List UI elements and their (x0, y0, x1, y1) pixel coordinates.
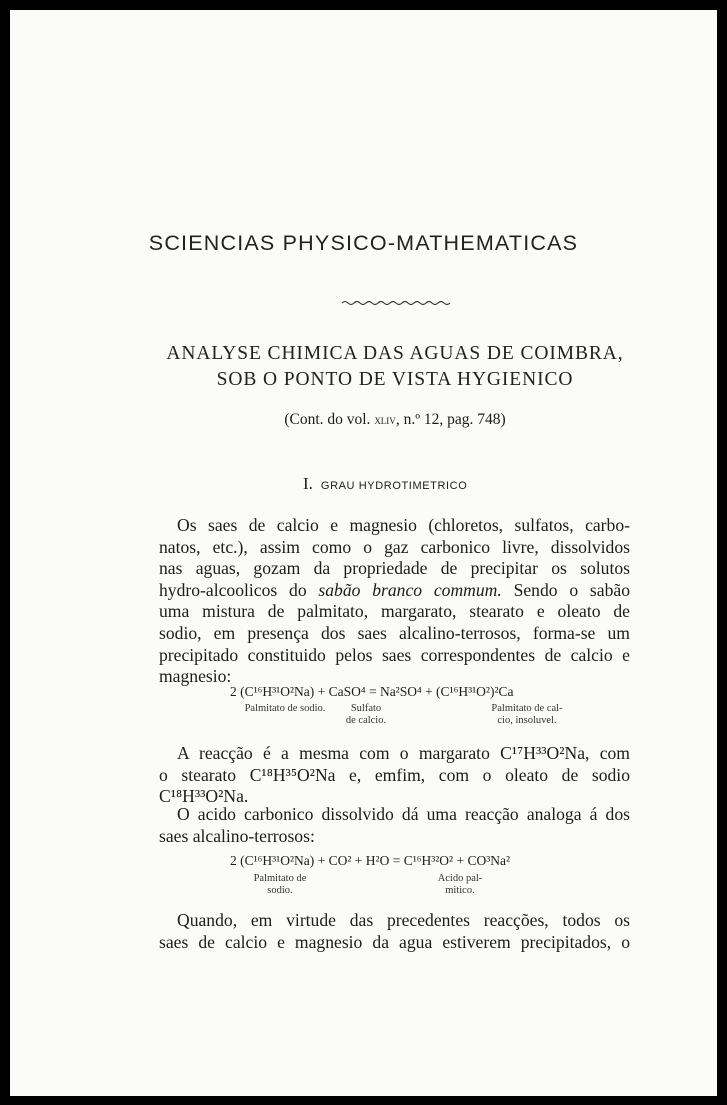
text-run: hydro-alcoolicos do (159, 579, 319, 600)
article-title-line-1: ANALYSE CHIMICA DAS AGUAS DE COIMBRA, (166, 343, 624, 364)
paragraph-2 (159, 743, 630, 808)
label-line: mitico. (445, 885, 475, 896)
label-line: Acido pal- (437, 873, 483, 884)
paragraph-1-line-italic (159, 580, 630, 602)
paragraph-1-line: precipitado constituido pelos saes correspondentes de calcio e (159, 644, 630, 665)
paragraph-4-line: Quando, em virtude das precedentes reacções, todos os (177, 910, 630, 930)
subsection-heading (303, 474, 467, 494)
label-line: sodio. (267, 885, 293, 896)
paragraph-1-line: natos, etc.), assim como o gaz carbonico livre, dissolvidos (159, 536, 630, 557)
continuation-volume: xliv (374, 412, 396, 427)
equation-1-label (472, 703, 582, 727)
heading-label: GRAU HYDROTIMETRICO (320, 480, 468, 492)
paragraph-1-line: Os saes de calcio e magnesio (chloretos, sulfatos, carbo- (177, 515, 630, 535)
text-run: Sendo o sabão (501, 579, 630, 600)
equation-2: 2 (C¹⁶H³¹O²Na) + CO² + H²O = C¹⁶H³²O² + CO³Na² (230, 853, 511, 868)
paragraph-1-line: sodio, em presença dos saes alcalino-terrosos, forma-se um (159, 622, 630, 643)
equation-1: 2 (C¹⁶H³¹O²Na) + CaSO⁴ = Na²SO⁴ + (C¹⁶H³¹O²)²Ca (230, 684, 514, 699)
paragraph-1-line: nas aguas, gozam da propriedade de precipitar os solutos (159, 558, 630, 579)
label-line: Palmitato de (253, 873, 307, 884)
paragraph-2-line: o stearato C¹⁸H³⁵O²Na e, emfim, com o oleato de sodio (159, 764, 630, 785)
equation-2-label (240, 873, 320, 897)
continuation-note (0, 411, 727, 429)
heading-number: I. (303, 474, 313, 493)
italic-term: sabão branco commum. (318, 579, 502, 600)
equation-1-label (336, 703, 396, 727)
paragraph-1 (159, 515, 630, 688)
article-title-line-2: SOB O PONTO DE VISTA HYGIENICO (216, 369, 574, 390)
paragraph-1-line: uma mistura de palmitato, margarato, stearato e oleato de (159, 601, 630, 622)
wavy-rule-ornament (340, 298, 460, 308)
equation-2-label (420, 873, 500, 897)
paragraph-2-line: C¹⁸H³³O²Na. (159, 786, 249, 807)
label-line: cio, insoluvel. (497, 715, 557, 726)
label-line: Palmitato de cal- (491, 703, 563, 714)
equation-1-label: Palmitato de sodio. (244, 703, 326, 714)
paragraph-2-line: A reacção é a mesma com o margarato C¹⁷H³³O²Na, com (177, 743, 630, 763)
continuation-suffix: , n.º 12, pag. 748) (395, 411, 506, 428)
continuation-prefix: (Cont. do vol. (284, 411, 375, 428)
paragraph-3-line: saes alcalino-terrosos: (159, 825, 315, 846)
paragraph-3 (159, 804, 630, 847)
section-title: SCIENCIAS PHYSICO-MATHEMATICAS (148, 231, 579, 255)
paragraph-4 (159, 910, 630, 953)
paragraph-1-line: magnesio: (159, 666, 232, 687)
paragraph-4-line: saes de calcio e magnesio da agua estiverem precipitados, o (159, 931, 630, 952)
label-line: de calcio. (345, 715, 387, 726)
paragraph-3-line: O acido carbonico dissolvido dá uma reacção analoga á dos (177, 804, 630, 824)
label-line: Sulfato (350, 703, 382, 714)
